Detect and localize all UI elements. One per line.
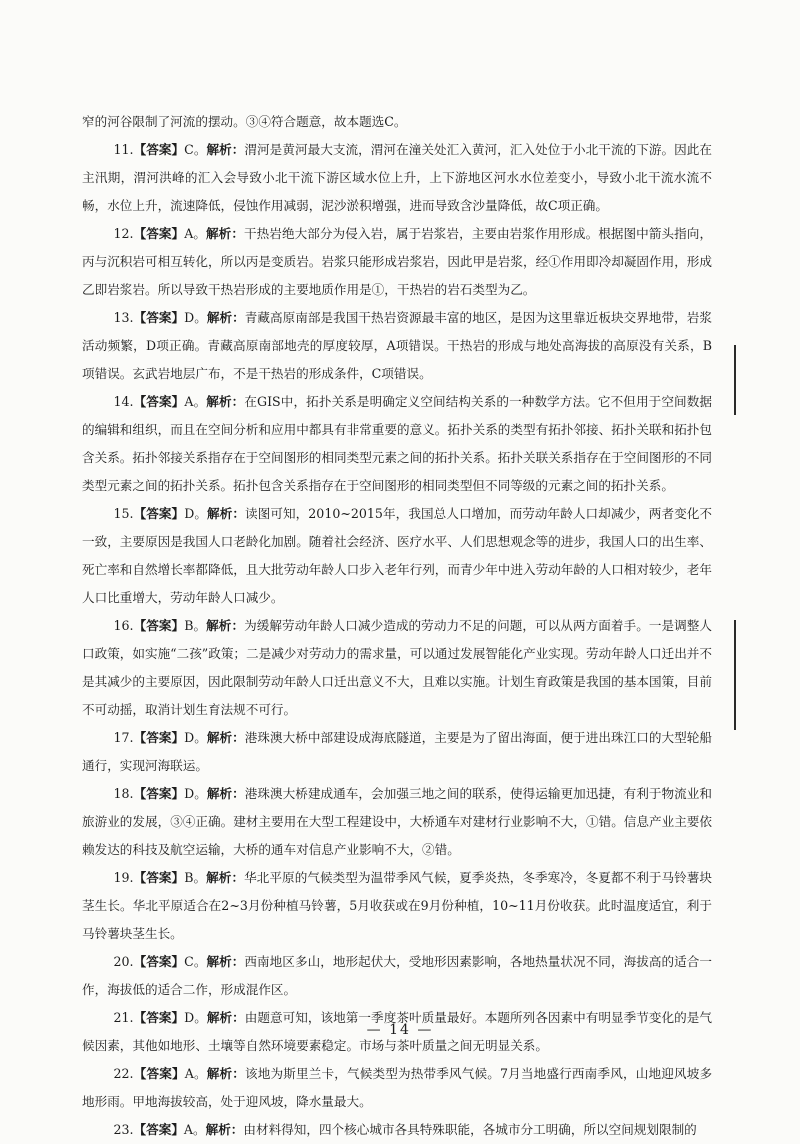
page-number: — 14 — — [366, 1022, 434, 1038]
analysis-label: 解析： — [206, 870, 245, 885]
answer-item — [82, 780, 712, 864]
answer-choice: A — [184, 226, 194, 241]
answer-item — [82, 724, 712, 780]
item-number: 12. — [113, 226, 134, 241]
answer-choice: A — [184, 1066, 194, 1081]
item-number: 19. — [113, 870, 134, 885]
answer-choice: D — [184, 1010, 195, 1025]
analysis-text: 为缓解劳动年龄人口减少造成的劳动力不足的问题，可以从两方面着手。一是调整人口政策，如实施“二孩”政策；二是减少对劳动力的需求量，可以通过发展智能化产业实现。劳动年龄人口迁出并不是其减少的主要原因，因此限制劳动年龄人口迁出意义不大，且难以实施。计划生育政策是我国的基本国策，目前不可动摇，取消计划生育法规不可行。 — [82, 618, 713, 717]
analysis-text: 青藏高原南部是我国干热岩资源最丰富的地区，是因为这里靠近板块交界地带，岩浆活动频繁，D项正确。青藏高原南部地壳的厚度较厚，A项错误。干热岩的形成与地处高海拔的高原没有关系，B项错误。玄武岩地层广布，不是干热岩的形成条件，C项错误。 — [82, 310, 713, 381]
scan-edge-mark — [734, 620, 736, 730]
answer-choice: D — [184, 730, 195, 745]
answer-tag: 【答案】 — [133, 870, 185, 885]
answer-tag: 【答案】 — [133, 618, 185, 633]
answer-item — [82, 500, 712, 612]
item-number: 17. — [113, 730, 134, 745]
answer-item — [82, 220, 712, 304]
item-number: 22. — [113, 1066, 134, 1081]
answer-item — [82, 612, 712, 724]
answer-document — [82, 108, 712, 1144]
answer-item — [82, 304, 712, 388]
sep: 。 — [194, 506, 208, 521]
sep: 。 — [194, 1010, 207, 1025]
item-number: 20. — [113, 954, 134, 969]
intro-paragraph: 窄的河谷限制了河流的摆动。③④符合题意，故本题选C。 — [82, 114, 407, 129]
sep: 。 — [193, 142, 207, 157]
answer-choice: D — [184, 786, 195, 801]
item-number: 18. — [113, 786, 134, 801]
item-number: 13. — [113, 310, 134, 325]
scan-edge-mark — [734, 345, 736, 415]
analysis-text: 由材料得知，四个核心城市各具特殊职能，各城市分工明确，所以空间规划限制的 — [243, 1122, 697, 1137]
analysis-label: 解析： — [206, 310, 245, 325]
analysis-text: 港珠澳大桥中部建设成海底隧道，主要是为了留出海面，便于进出珠江口的大型轮船通行，实现河海联运。 — [82, 730, 713, 773]
answer-choice: C — [184, 954, 194, 969]
analysis-label: 解析： — [206, 1066, 245, 1081]
item-number: 21. — [113, 1010, 134, 1025]
answer-tag: 【答案】 — [133, 786, 185, 801]
answer-tag: 【答案】 — [133, 506, 185, 521]
answer-tag: 【答案】 — [133, 1066, 185, 1081]
answer-tag: 【答案】 — [133, 1010, 185, 1025]
item-number: 23. — [113, 1122, 134, 1137]
sep: 。 — [193, 954, 207, 969]
answer-choice: D — [184, 310, 195, 325]
answer-tag: 【答案】 — [133, 1122, 184, 1137]
sep: 。 — [193, 1066, 207, 1081]
analysis-label: 解析： — [206, 394, 245, 409]
analysis-text: 华北平原的气候类型为温带季风气候，夏季炎热，冬季寒冷，冬夏都不利于马铃薯块茎生长。华北平原适合在2~3月份种植马铃薯，5月收获或在9月份种植，10~11月份收获。此时温度适宜，利于马铃薯块茎生长。 — [82, 870, 713, 941]
item-number: 14. — [113, 394, 134, 409]
analysis-text: 渭河是黄河最大支流，渭河在潼关处汇入黄河，汇入处位于小北干流的下游。因此在主汛期，渭河洪峰的汇入会导致小北干流下游区域水位上升，上下游地区河水水位差变小，导致小北干流水流不畅，水位上升，流速降低，侵蚀作用减弱，泥沙淤积增强，进而导致含沙量降低，故C项正确。 — [82, 142, 713, 213]
analysis-label: 解析： — [205, 1122, 244, 1137]
item-number: 16. — [113, 618, 134, 633]
answer-item — [82, 136, 712, 220]
item-number: 11. — [113, 142, 134, 157]
analysis-label: 解析： — [206, 954, 245, 969]
answer-item — [82, 388, 712, 500]
answer-item — [82, 948, 712, 1004]
answer-tag: 【答案】 — [133, 954, 185, 969]
sep: 。 — [193, 870, 207, 885]
analysis-label: 解析： — [206, 730, 245, 745]
analysis-text: 该地为斯里兰卡，气候类型为热带季风气候。7月当地盛行西南季风，山地迎风坡多地形雨。甲地海拔较高，处于迎风坡，降水量最大。 — [82, 1066, 713, 1109]
answer-tag: 【答案】 — [133, 394, 185, 409]
answer-choice: A — [184, 394, 194, 409]
answer-tag: 【答案】 — [133, 142, 185, 157]
sep: 。 — [193, 618, 207, 633]
analysis-text: 干热岩绝大部分为侵入岩，属于岩浆岩，主要由岩浆作用形成。根据图中箭头指向，丙与沉积岩可相互转化，所以丙是变质岩。岩浆只能形成岩浆岩，因此甲是岩浆，经①作用即冷却凝固作用，形成乙即岩浆岩。所以导致干热岩形成的主要地质作用是①，干热岩的岩石类型为乙。 — [82, 226, 713, 297]
analysis-text: 由题意可知，该地第一季度茶叶质量最好。本题所列各因素中有明显季节变化的是气候因素，其他如地形、土壤等自然环境要素稳定。市场与茶叶质量之间无明显关系。 — [82, 1010, 713, 1053]
sep: 。 — [194, 786, 207, 801]
answer-choice: D — [184, 506, 195, 521]
analysis-label: 解析： — [206, 618, 245, 633]
answer-choice: C — [184, 142, 194, 157]
answer-choice: B — [184, 618, 194, 633]
answer-tag: 【答案】 — [133, 226, 185, 241]
answer-tag: 【答案】 — [133, 310, 185, 325]
answer-item — [82, 864, 712, 948]
analysis-label: 解析： — [206, 142, 245, 157]
sep: 。 — [194, 310, 207, 325]
analysis-label: 解析： — [206, 786, 245, 801]
analysis-label: 解析： — [206, 1010, 245, 1025]
sep: 。 — [193, 226, 207, 241]
answer-list — [82, 136, 712, 1144]
answer-item — [82, 1116, 712, 1144]
sep: 。 — [193, 394, 207, 409]
item-number: 15. — [113, 506, 134, 521]
analysis-text: 港珠澳大桥建成通车，会加强三地之间的联系，使得运输更加迅捷，有利于物流业和旅游业的发展，③④正确。建材主要用在大型工程建设中，大桥通车对建材行业影响不大，①错。信息产业主要依赖发达的科技及航空运输，大桥的通车对信息产业影响不大，②错。 — [82, 786, 713, 857]
analysis-label: 解析： — [206, 226, 244, 241]
analysis-text: 西南地区多山，地形起伏大，受地形因素影响，各地热量状况不同，海拔高的适合一作，海拔低的适合二作，形成混作区。 — [82, 954, 713, 997]
sep: 。 — [193, 1122, 206, 1137]
answer-tag: 【答案】 — [133, 730, 185, 745]
answer-choice: A — [183, 1122, 194, 1137]
answer-choice: B — [184, 870, 194, 885]
sep: 。 — [194, 730, 207, 745]
analysis-text: 读图可知，2010~2015年，我国总人口增加，而劳动年龄人口却减少，两者变化不一致，主要原因是我国人口老龄化加剧。随着社会经济、医疗水平、人们思想观念等的进步，我国人口的出生率、死亡率和自然增长率都降低，且大批劳动年龄人口步入老年行列，而青少年中进入劳动年龄的人口相对较少，老年人口比重增大，劳动年龄人口减少。 — [82, 506, 712, 605]
analysis-label: 解析： — [207, 506, 246, 521]
analysis-text: 在GIS中，拓扑关系是明确定义空间结构关系的一种数学方法。它不但用于空间数据的编辑和组织，而且在空间分析和应用中都具有非常重要的意义。拓扑关系的类型有拓扑邻接、拓扑关联和拓扑包含关系。拓扑邻接关系指存在于空间图形的相同类型元素之间的拓扑关系。拓扑关联关系指存在于空间图形的不同类型元素之间的拓扑关系。拓扑包含关系指存在于空间图形的相同类型但不同等级的元素之间的拓扑关系。 — [82, 394, 713, 493]
